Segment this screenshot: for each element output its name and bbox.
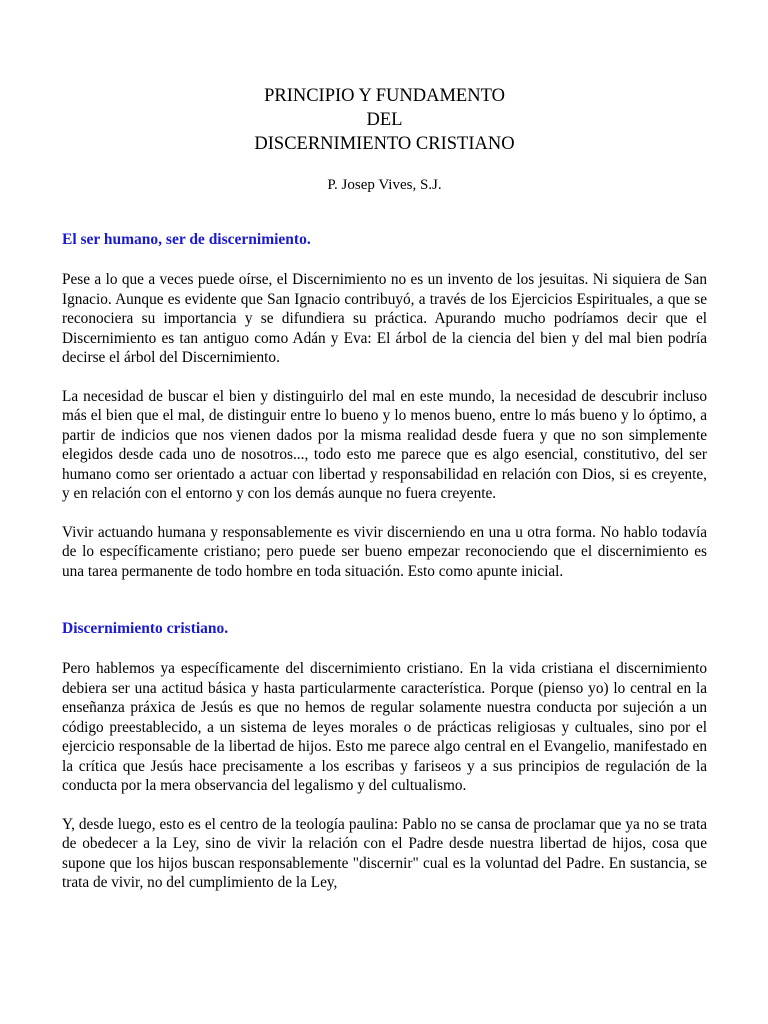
section-heading-1: El ser humano, ser de discernimiento. xyxy=(62,231,311,248)
document-author: P. Josep Vives, S.J. xyxy=(327,177,442,193)
paragraph: Y, desde luego, esto es el centro de la teología paulina: Pablo no se cansa de proclamar que ya no se trata de obedecer a la Ley, sino de vivir la relación con el Padre desde nuestra libertad de hijos, cosa que supone que los hijos buscan responsablemente "discernir" cual es la voluntad del Padre. En sustancia, se trata de vivir, no del cumplimiento de la Ley, xyxy=(62,815,707,891)
paragraph: Pese a lo que a veces puede oírse, el Discernimiento no es un invento de los jesuitas. Ni siquiera de San Ignacio. Aunque es evidente que San Ignacio contribuyó, a través de los Ejercicios Espirituales, a que se reconociera su importancia y se difundiera su práctica. Apurando mucho podríamos decir que el Discernimiento es tan antiguo como Adán y Eva: El árbol de la ciencia del bien y del mal bien podría decirse el árbol del Discernimiento. xyxy=(62,271,707,366)
section-heading-2: Discernimiento cristiano. xyxy=(62,620,229,637)
paragraph: Pero hablemos ya específicamente del discernimiento cristiano. En la vida cristiana el discernimiento debiera ser una actitud básica y hasta particularmente característica. Porque (pienso yo) lo central en la enseñanza práxica de Jesús es que no hemos de regular solamente nuestra conducta por sujeción a un código preestablecido, a un sistema de leyes morales o de prácticas religiosas y cultuales, sino por el ejercicio responsable de la libertad de hijos. Esto me parece algo central en el Evangelio, manifestado en la crítica que Jesús hace precisamente a los escribas y fariseos y a sus principios de regulación de la conducta por la mera observancia del legalismo y del cultualismo. xyxy=(62,660,707,794)
document-page xyxy=(62,84,707,893)
paragraph: Vivir actuando humana y responsablemente es vivir discerniendo en una u otra forma. No hablo todavía de lo específicamente cristiano; pero puede ser bueno empezar reconociendo que el discernimiento es una tarea permanente de todo hombre en toda situación. Esto como apunte inicial. xyxy=(62,523,707,580)
document-title xyxy=(62,84,707,156)
title-line-1: PRINCIPIO Y FUNDAMENTO xyxy=(264,86,505,106)
title-line-3: DISCERNIMIENTO CRISTIANO xyxy=(254,134,515,154)
paragraph: La necesidad de buscar el bien y distinguirlo del mal en este mundo, la necesidad de descubrir incluso más el bien que el mal, de distinguir entre lo bueno y lo menos bueno, entre lo más bueno y lo óptimo, a partir de indicios que nos vienen dados por la misma realidad desde fuera y que no son simplemente elegidos desde cada uno de nosotros..., todo esto me parece que es algo esencial, constitutivo, del ser humano como ser orientado a actuar con libertad y responsabilidad en relación con Dios, si es creyente, y en relación con el entorno y con los demás aunque no fuera creyente. xyxy=(62,387,707,502)
title-line-2: DEL xyxy=(366,110,403,130)
